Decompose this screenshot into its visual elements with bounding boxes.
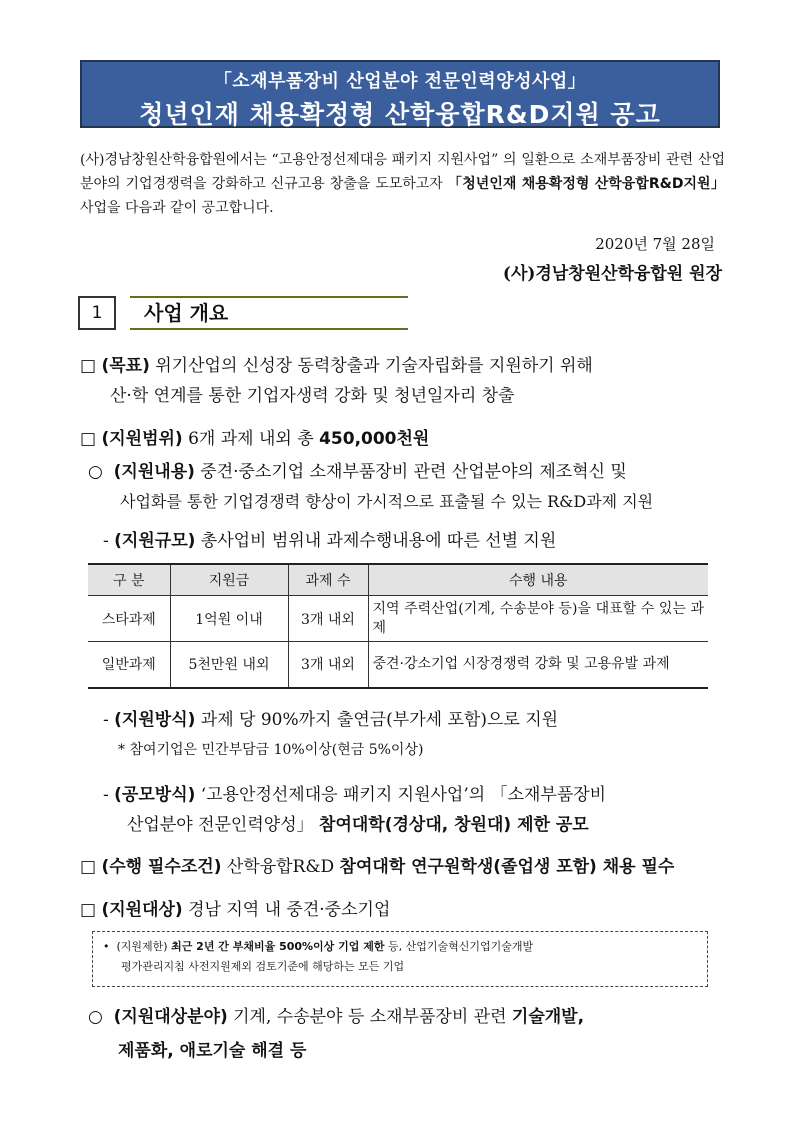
scope-budget: 450,000천원 — [319, 429, 430, 449]
table-header: 지원금 — [170, 564, 288, 596]
table-header: 구 분 — [88, 564, 170, 596]
table-row: 스타과제 1억원 이내 3개 내외 지역 주력산업(기계, 수송분야 등)을 대표할 수 있는 과제 — [88, 596, 708, 642]
scale-item: - (지원규모) 총사업비 범위내 과제수행내용에 따른 선별 지원 — [103, 531, 557, 551]
table-row: 일반과제 5천만원 내외 3개 내외 중견·강소기업 시장경쟁력 강화 및 고용유발 과제 — [88, 642, 708, 688]
banner-subtitle: 「소재부품장비 산업분야 전문인력양성사업」 — [213, 71, 587, 92]
scale-label: (지원규모) — [114, 531, 196, 551]
checkbox-square-icon: □ — [80, 900, 97, 920]
announcement-date: 2020년 7월 28일 — [595, 235, 715, 253]
section-header — [78, 296, 410, 332]
circle-bullet-icon: ○ — [88, 1007, 103, 1027]
content-label: (지원내용) — [113, 462, 195, 482]
requirement-label: (수행 필수조건) — [101, 857, 222, 877]
table-header: 과제 수 — [288, 564, 368, 596]
dash-bullet: - — [103, 710, 109, 730]
field-label: (지원대상분야) — [113, 1007, 228, 1027]
checkbox-square-icon: □ — [80, 429, 97, 449]
issuer-signature: (사)경남창원산학융합원 원장 — [502, 264, 722, 284]
funding-table — [88, 563, 708, 689]
intro-program-name: 「청년인재 채용확정형 산학융합R&D지원」 — [447, 176, 725, 192]
recruit-item: - (공모방식) ‘고용안정선제대응 패키지 지원사업’의 「소재부품장비 산업분야 전문인력양성」 참여대학(경상대, 창원대) 제한 공모 — [103, 785, 607, 835]
method-label: (지원방식) — [114, 710, 196, 730]
note-highlight: 최근 2년 간 부채비율 500%이상 기업 제한 — [171, 940, 385, 953]
content-item: ○ (지원내용) 중견·중소기업 소재부품장비 관련 산업분야의 제조혁신 및 사업화를 통한 기업경쟁력 향상이 가시적으로 표출될 수 있는 R&D과제 지원 — [88, 462, 654, 511]
section-number: 1 — [78, 296, 116, 330]
intro-paragraph: (사)경남창원산학융합원에서는 “고용안정선제대응 패키지 지원사업” 의 일환으로 소재부품장비 관련 산업분야의 기업경쟁력을 강화하고 신규고용 창출을 도모하고자 「청년인재 채용확정형 산학융합R&D지원」 사업을 다음과 같이 공고합니다. — [80, 152, 725, 216]
recruit-restriction: 참여대학(경상대, 창원대) 제한 공모 — [319, 815, 589, 835]
checkbox-square-icon: □ — [80, 857, 97, 877]
section-title: 사업 개요 — [130, 296, 408, 330]
scope-label: (지원범위) — [101, 429, 183, 449]
target-label: (지원대상) — [101, 900, 183, 920]
field-item: ○ (지원대상분야) 기계, 수송분야 등 소재부품장비 관련 기술개발, 제품화, 애로기술 해결 등 — [88, 1007, 585, 1061]
requirement-item: □ (수행 필수조건) 산학융합R&D 참여대학 연구원학생(졸업생 포함) 채용 필수 — [80, 857, 675, 877]
circle-bullet-icon: ○ — [88, 462, 103, 482]
banner-title: 청년인재 채용확정형 산학융합R&D지원 공고 — [139, 100, 661, 129]
method-item: - (지원방식) 과제 당 90%까지 출연금(부가세 포함)으로 지원 — [103, 710, 559, 730]
purpose-item: □ (목표) 위기산업의 신성장 동력창출과 기술자립화를 지원하기 위해 산·학 연계를 통한 기업자생력 강화 및 청년일자리 창출 — [80, 356, 593, 406]
announcement-banner — [80, 60, 720, 128]
requirement-condition: 참여대학 연구원학생(졸업생 포함) 채용 필수 — [339, 857, 675, 877]
dash-bullet: - — [103, 785, 109, 805]
restriction-note-box: • (지원제한) 최근 2년 간 부채비율 500%이상 기업 제한 등, 산업기술혁신기업기술개발 평가관리지침 사전지원제외 검토기준에 해당하는 모든 기업 — [92, 931, 708, 987]
method-note: * 참여기업은 민간부담금 10%이상(현금 5%이상) — [118, 742, 424, 758]
dash-bullet: - — [103, 531, 109, 551]
bullet-icon: • — [103, 940, 110, 953]
checkbox-square-icon: □ — [80, 356, 97, 376]
purpose-label: (목표) — [101, 356, 150, 376]
table-header: 수행 내용 — [368, 564, 708, 596]
scope-item: □ (지원범위) 6개 과제 내외 총 450,000천원 — [80, 429, 430, 449]
target-item: □ (지원대상) 경남 지역 내 중견·중소기업 — [80, 900, 391, 920]
recruit-label: (공모방식) — [114, 785, 196, 805]
